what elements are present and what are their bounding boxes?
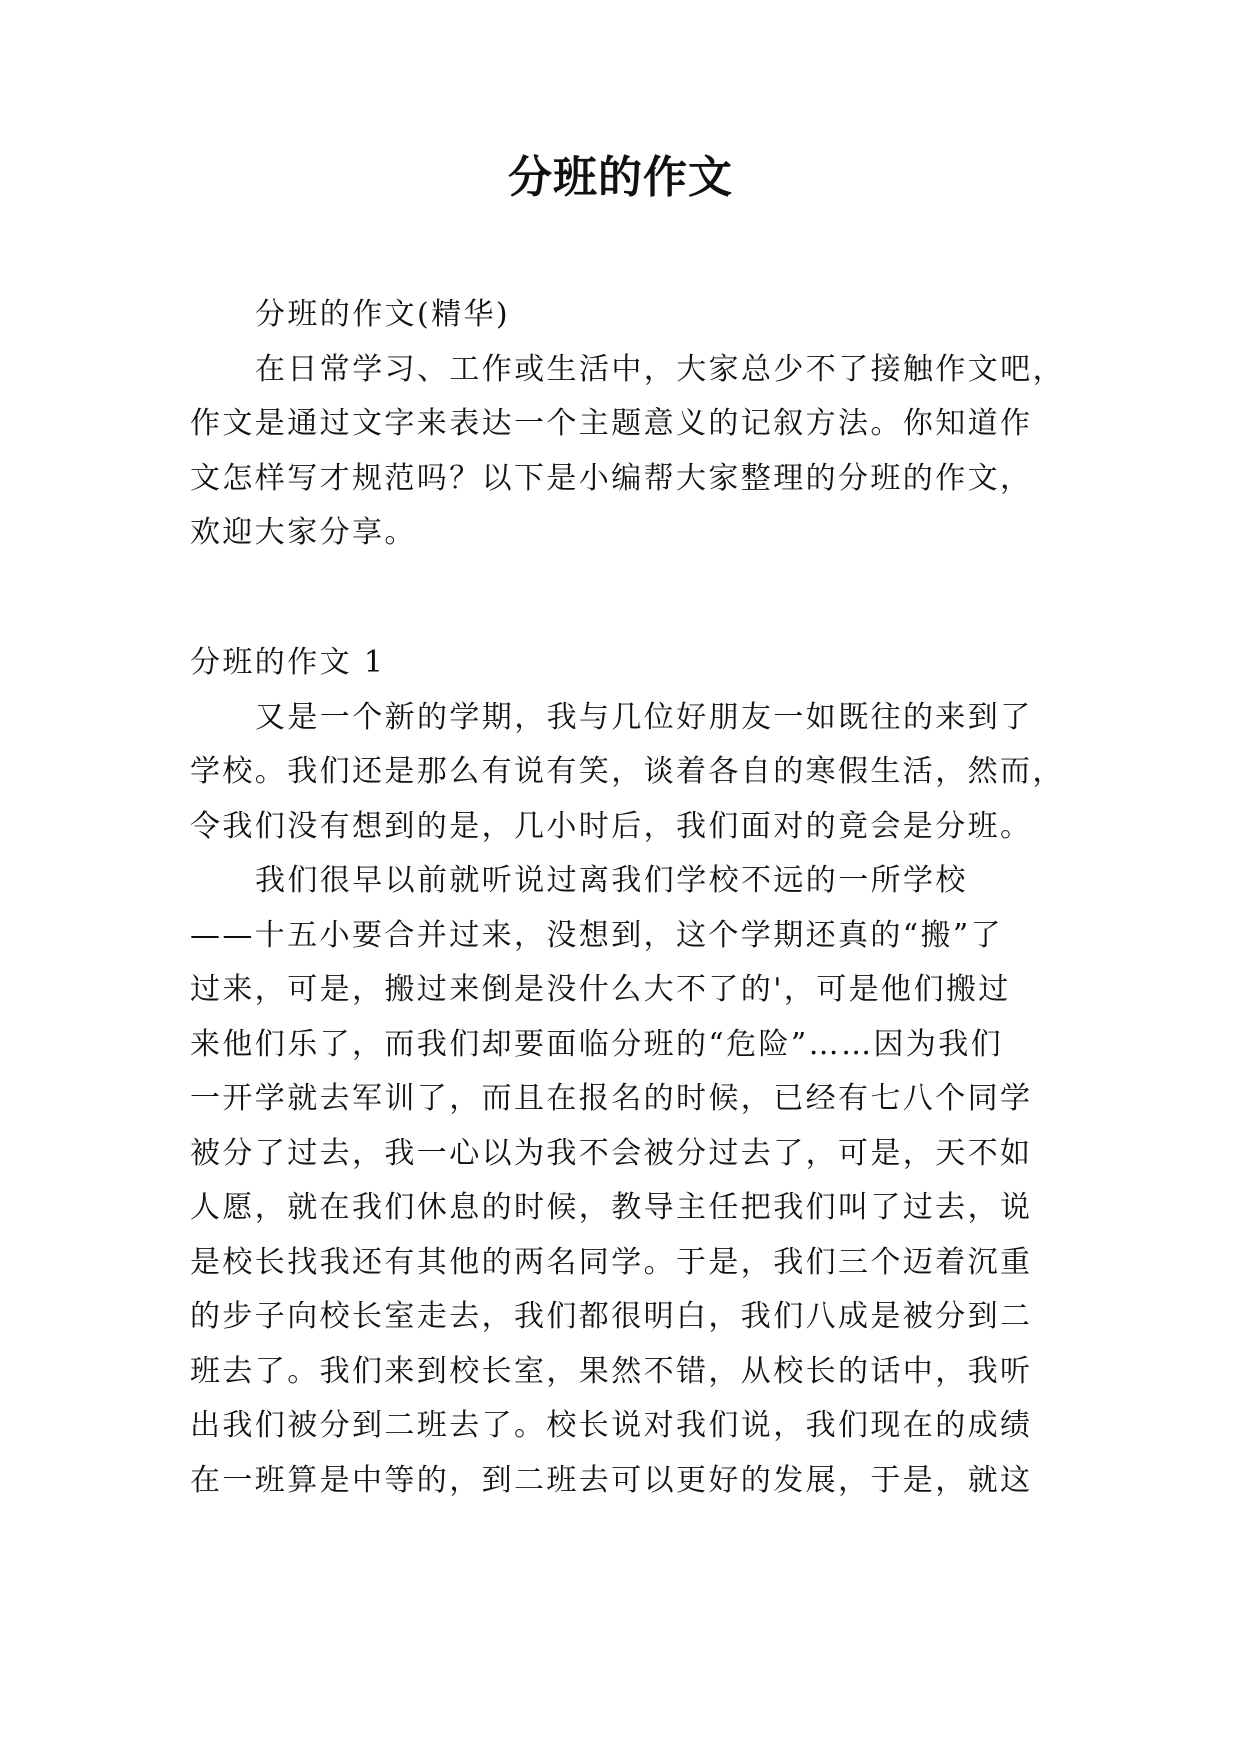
essay-line: 过来，可是，搬过来倒是没什么大不了的'，可是他们搬过	[190, 972, 1011, 1007]
intro-line: 欢迎大家分享。	[190, 515, 417, 550]
essay-line: 的步子向校长室走去，我们都很明白，我们八成是被分到二	[190, 1299, 1033, 1334]
essay-line: 出我们被分到二班去了。校长说对我们说，我们现在的成绩	[190, 1408, 1033, 1443]
essay-line: 在一班算是中等的，到二班去可以更好的发展，于是，就这	[190, 1462, 1033, 1498]
intro-line: 作文是通过文字来表达一个主题意义的记叙方法。你知道作	[190, 406, 1033, 441]
essay-line: ——十五小要合并过来，没想到，这个学期还真的“搬”了	[190, 917, 1004, 953]
essay-block	[190, 636, 1065, 1508]
essay-line: 是校长找我还有其他的两名同学。于是，我们三个迈着沉重	[190, 1244, 1033, 1280]
essay-line: 班去了。我们来到校长室，果然不错，从校长的话中，我听	[190, 1353, 1033, 1389]
document-title: 分班的作文	[508, 152, 733, 203]
essay-line: 我们很早以前就听说过离我们学校不远的一所学校	[255, 863, 968, 898]
essay-line: 学校。我们还是那么有说有笑，谈着各自的寒假生活，然而，	[190, 754, 1065, 789]
essay-line: 一开学就去军训了，而且在报名的时候，已经有七八个同学	[190, 1081, 1033, 1116]
essay-line: 又是一个新的学期，我与几位好朋友一如既往的来到了	[255, 699, 1033, 735]
intro-subtitle: 分班的作文(精华)	[255, 297, 511, 332]
essay-line: 被分了过去，我一心以为我不会被分过去了，可是，天不如	[190, 1135, 1033, 1171]
essay-line: 人愿，就在我们休息的时候，教导主任把我们叫了过去，说	[190, 1190, 1033, 1225]
essay-line: 令我们没有想到的是，几小时后，我们面对的竟会是分班。	[190, 808, 1033, 844]
intro-line: 在日常学习、工作或生活中，大家总少不了接触作文吧，	[255, 351, 1065, 387]
intro-block	[190, 288, 1065, 561]
intro-line: 文怎样写才规范吗？以下是小编帮大家整理的分班的作文，	[190, 460, 1033, 496]
section-heading: 分班的作文 1	[190, 645, 386, 680]
essay-line: 来他们乐了，而我们却要面临分班的“危险”……因为我们	[190, 1026, 1004, 1062]
